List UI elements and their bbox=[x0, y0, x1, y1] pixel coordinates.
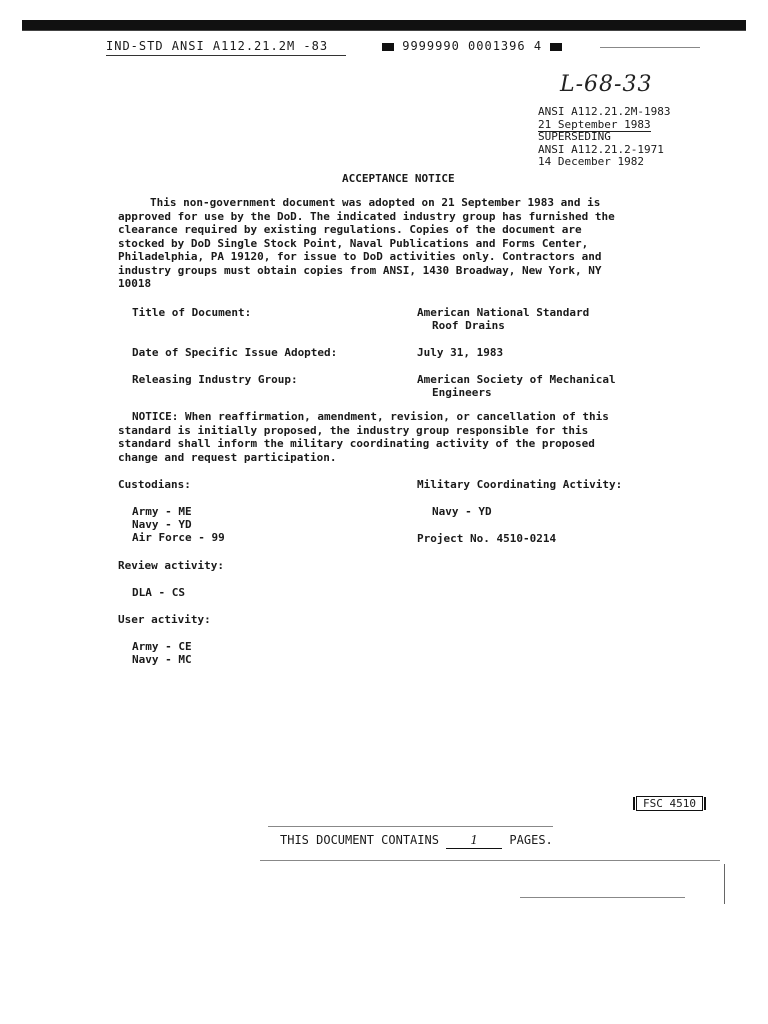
scan-artifact bbox=[600, 47, 700, 48]
barcode-block-icon bbox=[550, 43, 562, 51]
supersede-date: 21 September 1983 bbox=[538, 117, 651, 131]
pages-prefix: THIS DOCUMENT CONTAINS bbox=[280, 833, 439, 847]
supersede-line: ANSI A112.21.2-1971 bbox=[538, 142, 664, 156]
intro-line: approved for use by the DoD. The indicated industry group has furnished the bbox=[118, 209, 615, 223]
date-adopted-label: Date of Specific Issue Adopted: bbox=[132, 346, 338, 359]
supersede-line: ANSI A112.21.2M-1983 bbox=[538, 105, 671, 118]
intro-line: Philadelphia, PA 19120, for issue to DoD activities only. Contractors and bbox=[118, 250, 602, 263]
barcode-block-icon bbox=[382, 43, 394, 51]
custodian-army: Army - ME bbox=[132, 505, 192, 518]
intro-line: industry groups must obtain copies from ANSI, 1430 Broadway, New York, NY bbox=[118, 263, 602, 277]
date-adopted-value: July 31, 1983 bbox=[417, 346, 504, 359]
releasing-group-value: American Society of Mechanical bbox=[417, 373, 616, 386]
barcode-line bbox=[382, 40, 562, 54]
title-of-document-value: American National Standard bbox=[417, 306, 590, 319]
fsc-code: FSC 4510 bbox=[643, 797, 696, 810]
intro-paragraph bbox=[118, 196, 658, 291]
scan-top-bar bbox=[22, 20, 746, 30]
intro-line: stocked by DoD Single Stock Point, Naval Publications and Forms Center, bbox=[118, 236, 589, 250]
notice-line: standard is initially proposed, the industry group responsible for this bbox=[118, 423, 589, 437]
intro-line: This non-government document was adopted on 21 September 1983 and is bbox=[150, 196, 601, 209]
user-army: Army - CE bbox=[132, 640, 192, 653]
intro-line: 10018 bbox=[118, 277, 152, 290]
project-number: Project No. 4510-0214 bbox=[417, 532, 557, 545]
fsc-box bbox=[636, 796, 703, 811]
user-navy: Navy - MC bbox=[132, 653, 192, 666]
notice-line: change and request participation. bbox=[118, 450, 337, 464]
handwritten-reference: L-68-33 bbox=[560, 72, 653, 97]
user-activity-label: User activity: bbox=[118, 613, 211, 626]
fsc-bar-right bbox=[704, 797, 706, 810]
scan-artifact bbox=[260, 860, 720, 861]
review-dla: DLA - CS bbox=[132, 586, 185, 599]
supersede-block bbox=[538, 106, 670, 169]
intro-line: clearance required by existing regulations. Copies of the document are bbox=[118, 223, 582, 236]
scan-top-rule bbox=[22, 30, 746, 31]
military-coordinating-label: Military Coordinating Activity: bbox=[417, 478, 623, 491]
fsc-bar-left bbox=[633, 797, 635, 810]
pages-suffix: PAGES. bbox=[509, 833, 553, 847]
standard-code-underline bbox=[106, 55, 346, 56]
pages-count: 1 bbox=[446, 834, 502, 849]
custodian-navy: Navy - YD bbox=[132, 518, 192, 531]
pages-line bbox=[280, 834, 553, 849]
supersede-line: 14 December 1982 bbox=[538, 155, 644, 168]
scan-artifact bbox=[520, 897, 685, 898]
review-activity-label: Review activity: bbox=[118, 559, 224, 572]
releasing-group-subvalue: Engineers bbox=[432, 386, 492, 399]
supersede-line: SUPERSEDING bbox=[538, 130, 611, 143]
military-navy: Navy - YD bbox=[432, 505, 492, 518]
scan-artifact bbox=[718, 864, 725, 904]
standard-code: IND-STD ANSI A112.21.2M -83 bbox=[106, 39, 329, 53]
custodians-label: Custodians: bbox=[118, 478, 191, 491]
barcode-digits: 9999990 0001396 4 bbox=[402, 39, 543, 53]
notice-line: standard shall inform the military coordinating activity of the proposed bbox=[118, 437, 595, 450]
pages-top-rule bbox=[268, 826, 553, 827]
page-title: ACCEPTANCE NOTICE bbox=[342, 172, 455, 185]
title-of-document-label: Title of Document: bbox=[132, 306, 252, 319]
releasing-group-label: Releasing Industry Group: bbox=[132, 373, 298, 386]
notice-paragraph bbox=[118, 410, 658, 464]
notice-line: NOTICE: When reaffirmation, amendment, revision, or cancellation of this bbox=[132, 410, 609, 423]
custodian-air-force: Air Force - 99 bbox=[132, 531, 225, 544]
title-of-document-subvalue: Roof Drains bbox=[432, 319, 505, 332]
